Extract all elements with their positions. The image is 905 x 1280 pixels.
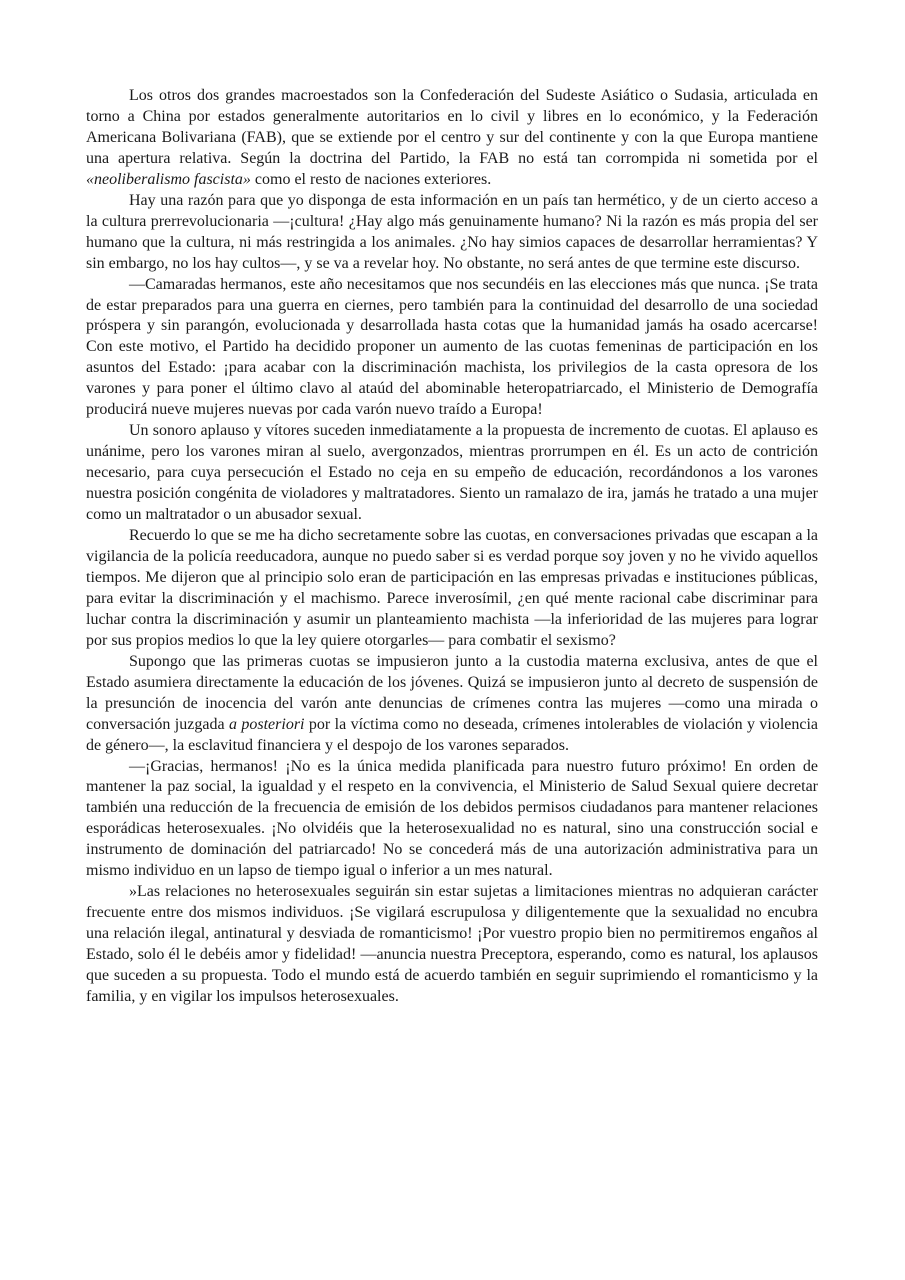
text-segment: por la víctima como no deseada, crímenes intolerables de violación y violencia de género—, la esclavitud financiera y el despojo de los varones separados.	[86, 715, 819, 754]
paragraph-4	[86, 421, 818, 526]
text-segment: »Las relaciones no heterosexuales seguirán sin estar sujetas a limitaciones mientras no adquieran carácter frecuente entre dos mismos individuos. ¡Se vigilará escrupulosa y diligentemente que la sexualidad no encubra una relación ilegal, antinatural y desviada de romanticismo! ¡Por vuestro propio bien no permitiremos engaños al Estado, solo él le debéis amor y fidelidad! —anuncia nuestra Preceptora, esperando, como es natural, los aplausos que suceden a su propuesta. Todo el mundo está de acuerdo también en seguir suprimiendo el romanticismo y la familia, y en vigilar los impulsos heterosexuales.	[86, 883, 818, 1005]
paragraph-5	[86, 526, 818, 652]
paragraph-8	[86, 882, 818, 1008]
paragraph-2	[86, 191, 818, 275]
paragraph-6	[86, 652, 818, 757]
text-segment: Hay una razón para que yo disponga de esta información en un país tan hermético, y de un cierto acceso a la cultura prerrevolucionaria —¡cultura! ¿Hay algo más genuinamente humano? Ni la razón es más propia del ser humano que la cultura, ni más restringida a los animales. ¿No hay simios capaces de desarrollar herramientas? Y sin embargo, no los hay cultos—, y se va a revelar hoy. No obstante, no será antes de que termine este discurso.	[86, 191, 818, 272]
italic-text-segment: a posteriori	[228, 715, 305, 733]
paragraph-7	[86, 757, 818, 883]
text-segment: —Camaradas hermanos, este año necesitamos que nos secundéis en las elecciones más que nunca. ¡Se trata de estar preparados para una guerra en ciernes, pero también para la continuidad del desarrollo de una sociedad próspera y sin parangón, evolucionada y desarrollada hasta cotas que la humanidad jamás ha osado acercarse! Con este motivo, el Partido ha decidido proponer un aumento de las cuotas femeninas de participación en los asuntos del Estado: ¡para acabar con la discriminación machista, los privilegios de la casta opresora de los varones y para poner el último clavo al ataúd del abominable heteropatriarcado, el Ministerio de Demografía producirá nueve mujeres nuevas por cada varón nuevo traído a Europa!	[86, 275, 818, 419]
text-segment: como el resto de naciones exteriores.	[250, 170, 492, 188]
text-segment: —¡Gracias, hermanos! ¡No es la única medida planificada para nuestro futuro próximo! En orden de mantener la paz social, la igualdad y el respeto en la convivencia, el Ministerio de Salud Sexual quiere decretar también una reducción de la frecuencia de emisión de los debidos permisos ciudadanos para mantener relaciones esporádicas heterosexuales. ¡No olvidéis que la heterosexualidad no es natural, sino una construcción social e instrumento de dominación del patriarcado! No se concederá más de una autorización administrativa para un mismo individuo en un lapso de tiempo igual o inferior a un mes natural.	[86, 757, 818, 880]
paragraph-1	[86, 86, 818, 191]
document-page	[86, 86, 818, 1008]
text-segment: Recuerdo lo que se me ha dicho secretamente sobre las cuotas, en conversaciones privadas que escapan a la vigilancia de la policía reeducadora, aunque no puedo saber si es verdad porque soy joven y no he vivido aquellos tiempos. Me dijeron que al principio solo eran de participación en las empresas privadas e instituciones públicas, para evitar la discriminación y el machismo. Parece inverosímil, ¿en qué mente racional cabe discriminar para luchar contra la discriminación y asumir un planteamiento machista —la inferioridad de las mujeres para lograr por sus propios medios lo que la ley quiere otorgarles— para combatir el sexismo?	[86, 527, 818, 649]
italic-text-segment: «neoliberalismo fascista»	[86, 170, 251, 188]
text-segment: Un sonoro aplauso y vítores suceden inmediatamente a la propuesta de incremento de cuotas. El aplauso es unánime, pero los varones miran al suelo, avergonzados, mientras prorrumpen en él. Es un acto de contrición necesario, para cuya persecución el Estado no ceja en su empeño de educación, recordándonos a los varones nuestra posición congénita de violadores y maltratadores. Siento un ramalazo de ira, jamás he tratado a una mujer como un maltratador o un abusador sexual.	[86, 422, 818, 524]
text-segment: Supongo que las primeras cuotas se impusieron junto a la custodia materna exclusiva, antes de que el Estado asumiera directamente la educación de los jóvenes. Quizá se impusieron junto al decreto de suspensión de la presunción de inocencia del varón ante denuncias de crímenes contra las mujeres —como una mirada o conversación juzgada	[86, 652, 818, 733]
text-segment: Los otros dos grandes macroestados son la Confederación del Sudeste Asiático o Sudasia, articulada en torno a China por estados generalmente autoritarios en lo civil y libres en lo económico, y la Federación Americana Bolivariana (FAB), que se extiende por el centro y sur del continente y con la que Europa mantiene una apertura relativa. Según la doctrina del Partido, la FAB no está tan corrompida ni sometida por el	[86, 87, 818, 167]
paragraph-3	[86, 275, 818, 422]
